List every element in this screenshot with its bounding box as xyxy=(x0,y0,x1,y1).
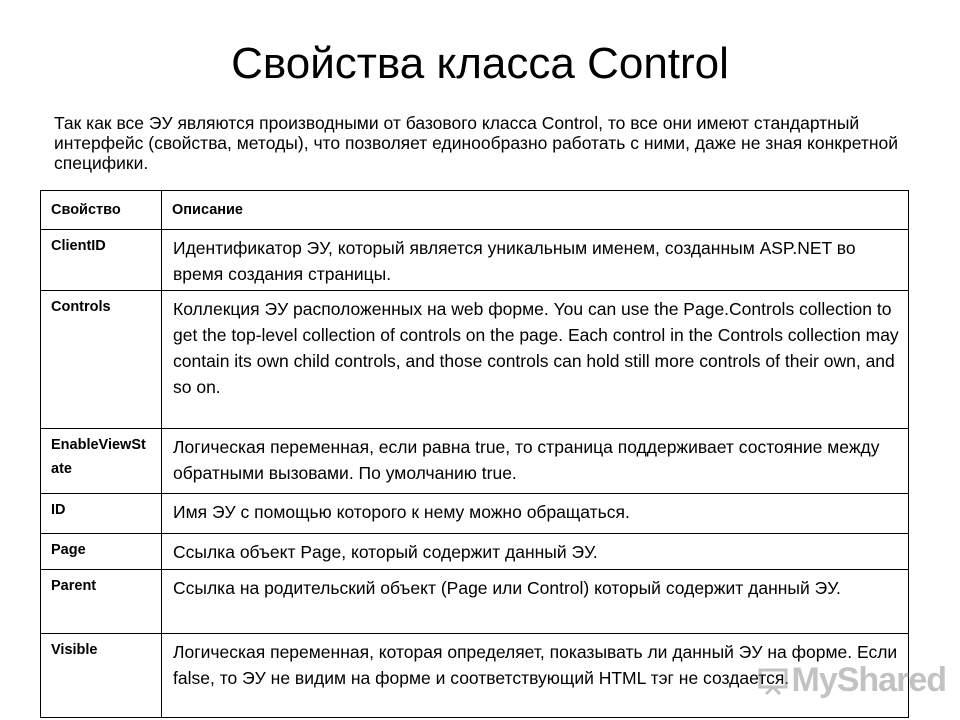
table-row xyxy=(41,570,909,634)
table-row xyxy=(41,429,909,494)
property-description: Ссылка объект Page, который содержит данный ЭУ. xyxy=(162,534,909,570)
property-name: Visible xyxy=(41,634,162,718)
table-header-row xyxy=(41,191,909,230)
property-name: ClientID xyxy=(41,230,162,291)
property-description: Идентификатор ЭУ, который является уникальным именем, созданным ASP.NET во время создания страницы. xyxy=(162,230,909,291)
property-name: ID xyxy=(41,494,162,534)
property-name: Page xyxy=(41,534,162,570)
property-name: Parent xyxy=(41,570,162,634)
intro-paragraph: Так как все ЭУ являются производными от базового класса Control, то все они имеют стандартный интерфейс (свойства, методы), что позволяет единообразно работать с ними, даже не зная конкретной специфики. xyxy=(54,113,899,173)
presentation-board-icon xyxy=(758,667,788,695)
slide-title: Свойства класса Control xyxy=(231,39,729,88)
table-row xyxy=(41,230,909,291)
table-row xyxy=(41,291,909,429)
property-name: Controls xyxy=(41,291,162,429)
property-description: Имя ЭУ с помощью которого к нему можно обращаться. xyxy=(162,494,909,534)
property-name: EnableViewState xyxy=(41,429,162,494)
table-row xyxy=(41,534,909,570)
property-description: Логическая переменная, которая определяет, показывать ли данный ЭУ на форме. Если false, то ЭУ не видим на форме и соответствующий HTML тэг не создается. xyxy=(162,634,909,718)
watermark xyxy=(758,661,947,700)
header-description: Описание xyxy=(162,191,909,230)
property-description: Коллекция ЭУ расположенных на web форме. You can use the Page.Controls collection to get the top-level collection of controls on the page. Each control in the Controls collection may contain its own child controls, and those controls can hold still more controls of their own, and so on. xyxy=(162,291,909,429)
property-description: Логическая переменная, если равна true, то страница поддерживает состояние между обратными вызовами. По умолчанию true. xyxy=(162,429,909,494)
watermark-text: MyShared xyxy=(791,661,946,699)
header-property: Свойство xyxy=(41,191,162,230)
table-row xyxy=(41,494,909,534)
property-description: Ссылка на родительский объект (Page или Control) который содержит данный ЭУ. xyxy=(162,570,909,634)
properties-table xyxy=(40,190,909,718)
